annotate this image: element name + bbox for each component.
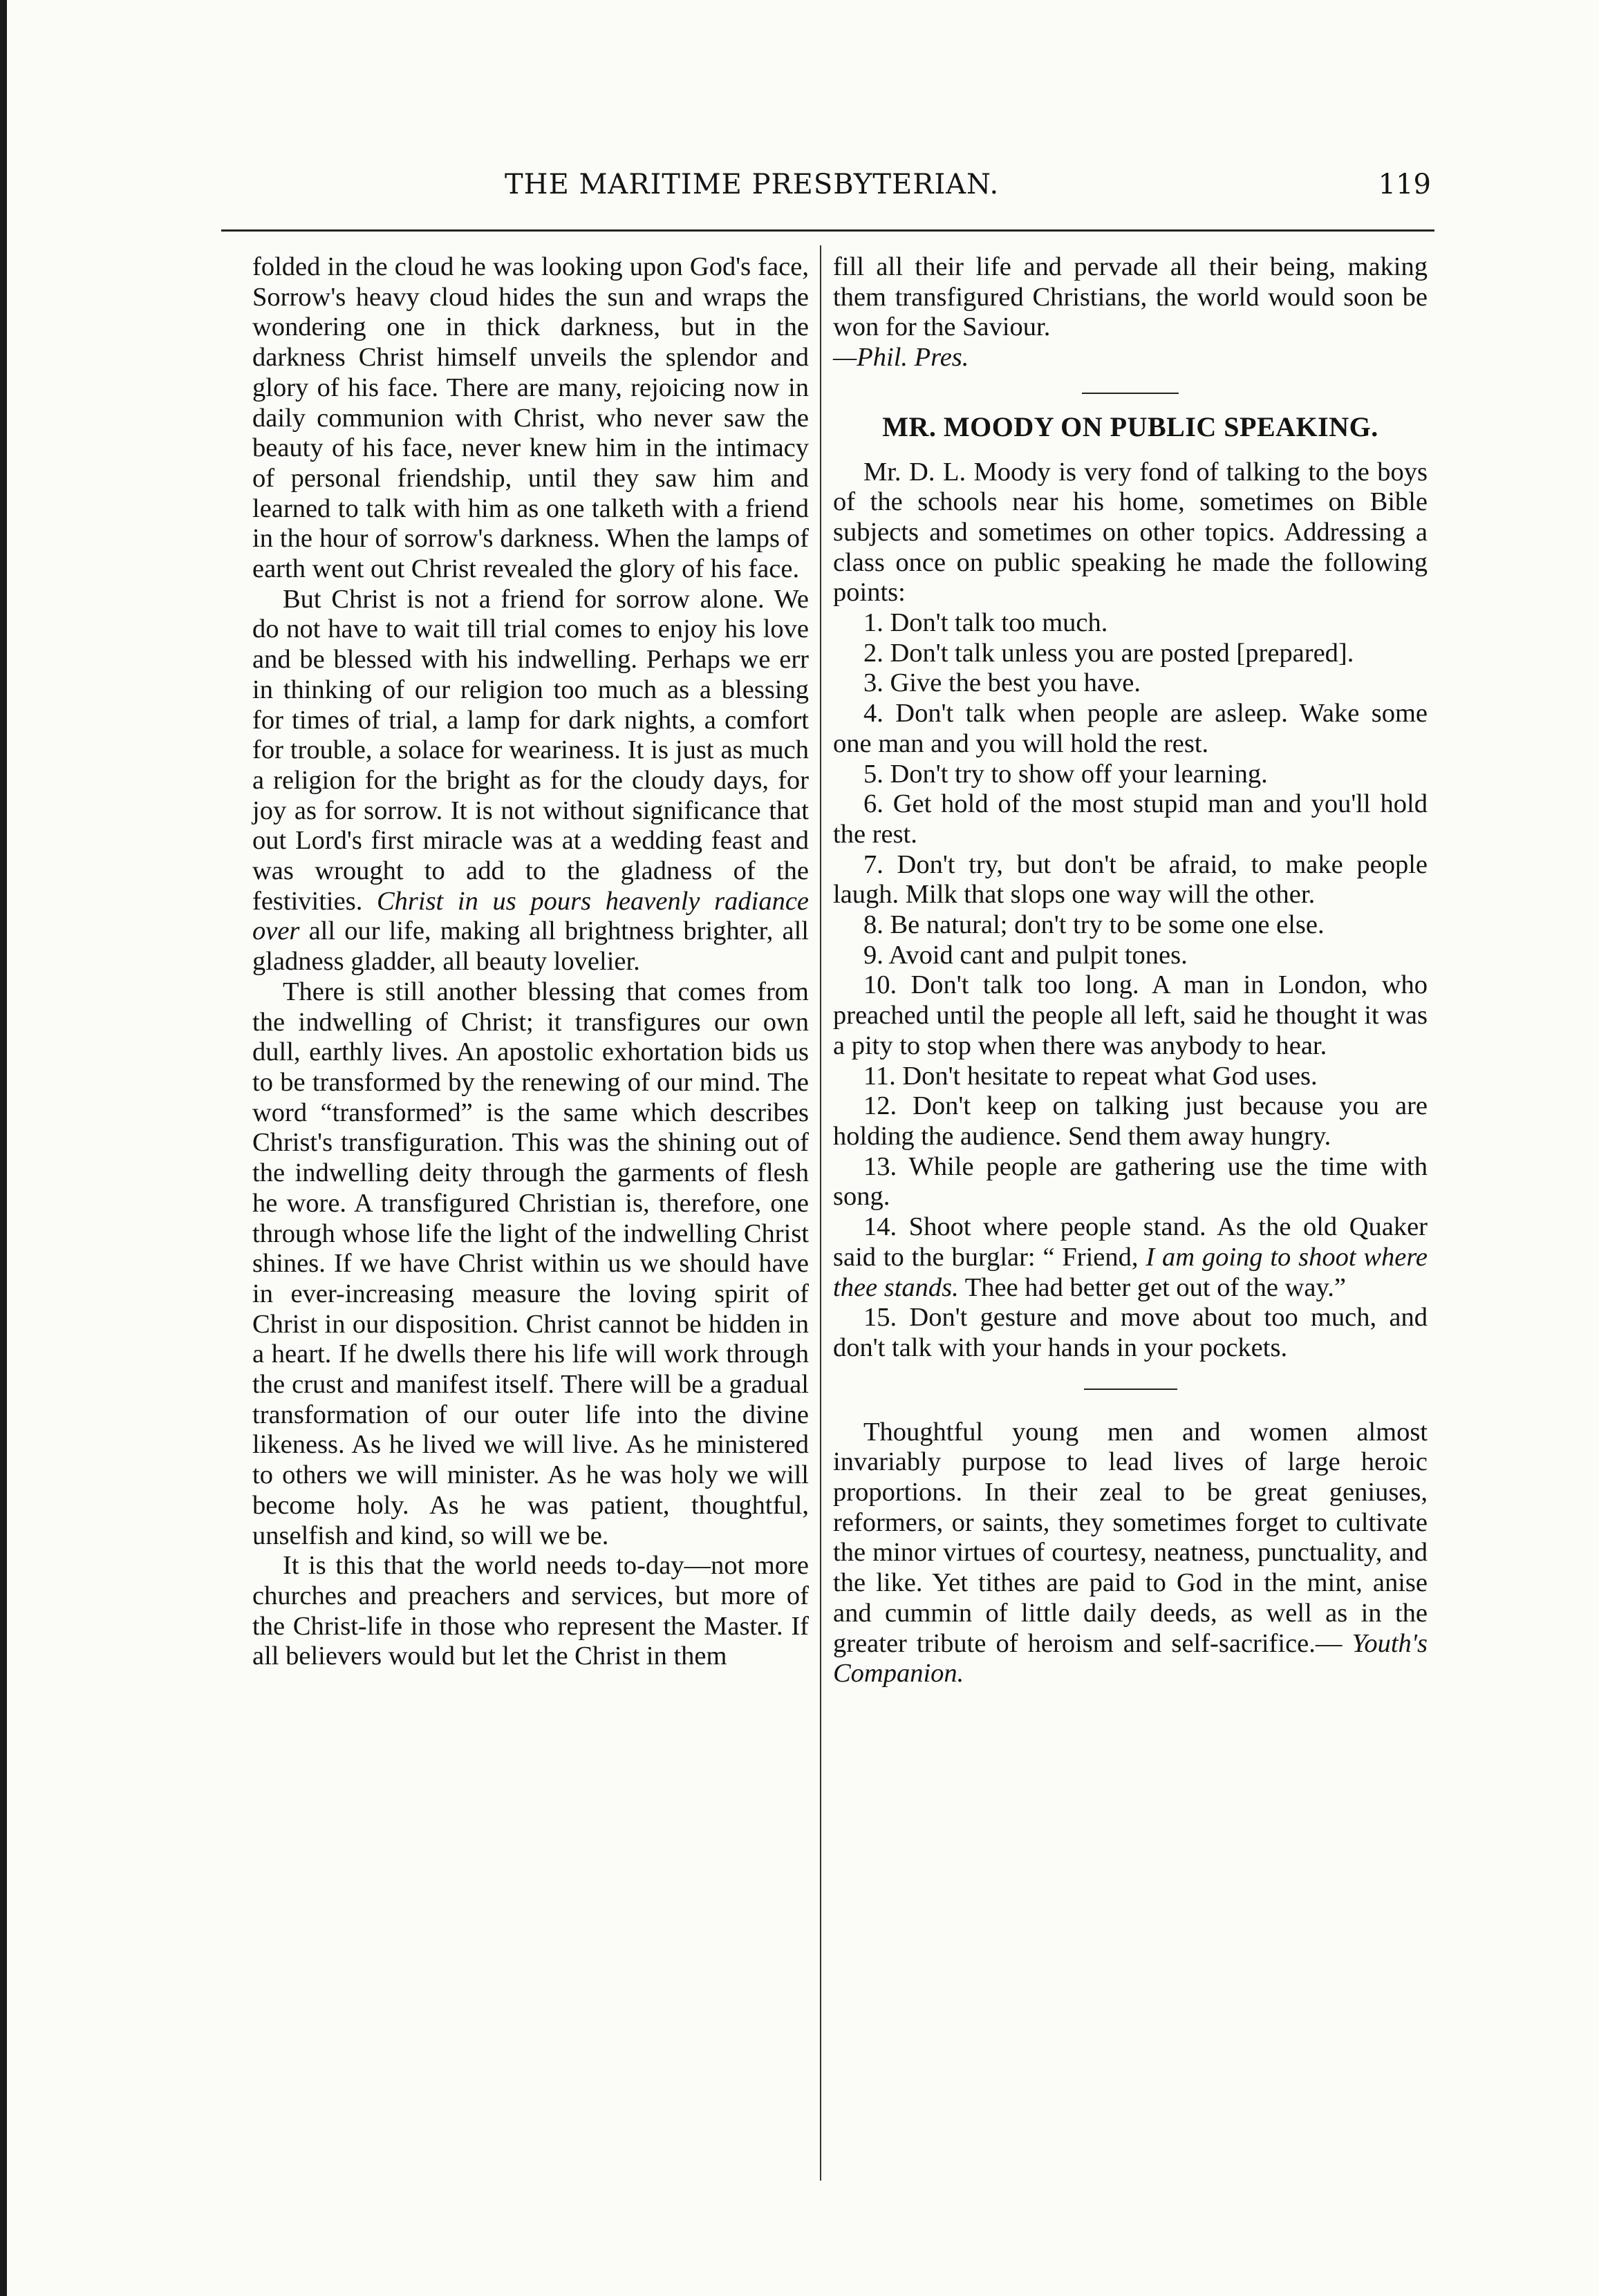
points-list [833, 608, 1428, 1364]
list-item: 6. Get hold of the most stupid man and you'll hold the rest. [833, 789, 1428, 849]
list-item: 5. Don't try to show off your learning. [863, 759, 1268, 789]
source-attribution: Youth's Companion. [833, 1628, 1428, 1688]
list-item: 4. Don't talk when people are asleep. Wake some one man and you will hold the rest. [833, 699, 1428, 758]
list-item: 12. Don't keep on talking just because you are holding the audience. Send them away hungry. [833, 1091, 1428, 1151]
page-number: 119 [1378, 169, 1431, 200]
article-paragraph: It is this that the world needs to-day—not more churches and preachers and services, but more of the Christ-life in those who represent the Master. If all believers would but let the Christ in them [252, 1551, 809, 1671]
italic-phrase: Christ in us pours heavenly radiance over [252, 886, 809, 946]
running-title: THE MARITIME PRESBYTERIAN. [505, 169, 1000, 200]
left-column [252, 252, 809, 1672]
list-item: 15. Don't gesture and move about too much, and don't talk with your hands in your pockets. [833, 1303, 1428, 1362]
page-binding-edge [0, 0, 7, 2296]
list-item: 3. Give the best you have. [863, 668, 1141, 698]
right-column [833, 252, 1428, 1689]
italic-phrase: I am going to shoot where thee stands. [833, 1242, 1428, 1302]
closing-paragraph: Thoughtful young men and women almost invariably purpose to lead lives of large heroic proportions. In their zeal to be great geniuses, reformers, or saints, they sometimes forget to cultivate the minor virtues of courtesy, neatness, punctuality, and the like. Yet tithes are paid to God in the mint, anise and cummin of little daily deeds, as well as in the greater tribute of heroism and self-sacrifice.— Youth's Companion. [833, 1417, 1428, 1688]
page-header [505, 169, 1431, 217]
section-heading: MR. MOODY ON PUBLIC SPEAKING. [882, 411, 1378, 442]
article-paragraph: folded in the cloud he was looking upon God's face, Sorrow's heavy cloud hides the sun and wraps the wondering one in thick darkness, but in the darkness Christ himself unveils the splendor and glory of his face. There are many, rejoicing now in daily communion with Christ, who never saw the beauty of his face, never knew him in the intimacy of personal friendship, until they saw him and learned to talk with him as one talketh with a friend in the hour of sorrow's darkness. When the lamps of earth went out Christ revealed the glory of his face. [252, 252, 809, 584]
header-rule [221, 229, 1434, 232]
section-divider [1082, 393, 1179, 394]
list-item: 7. Don't try, but don't be afraid, to make people laugh. Milk that slops one way will the other. [833, 849, 1428, 910]
list-item: 1. Don't talk too much. [863, 608, 1108, 638]
article-continuation: fill all their life and pervade all their being, making them transfigured Christians, the world would soon be won for the Saviour. [833, 252, 1428, 342]
article-paragraph: But Christ is not a friend for sorrow alone. We do not have to wait till trial comes to enjoy his love and be blessed with his indwelling. Perhaps we err in thinking of our religion too much as a blessing for times of trial, a lamp for dark nights, a comfort for trouble, a solace for weariness. It is just as much a religion for the bright as for the cloudy days, for joy as for sorrow. It is not without significance that out Lord's first miracle was at a wedding feast and was wrought to add to the gladness of the festivities. Christ in us pours heavenly radiance over all our life, making all brightness brighter, all gladness gladder, all beauty lovelier. [252, 584, 809, 977]
list-item: 2. Don't talk unless you are posted [prepared]. [863, 638, 1354, 668]
list-item: 14. Shoot where people stand. As the old Quaker said to the burglar: “ Friend, I am going to shoot where thee stands. Thee had better get out of the way.” [833, 1212, 1428, 1302]
source-attribution: —Phil. Pres. [833, 343, 969, 373]
column-divider [820, 245, 821, 2181]
list-item: 9. Avoid cant and pulpit tones. [863, 940, 1188, 970]
article-intro: Mr. D. L. Moody is very fond of talking to the boys of the schools near his home, sometimes on Bible subjects and sometimes on other topics. Addressing a class once on public speaking he made the following points: [833, 457, 1428, 608]
list-item: 10. Don't talk too long. A man in London, who preached until the people all left, said he thought it was a pity to stop when there was anybody to hear. [833, 970, 1428, 1060]
list-item: 8. Be natural; don't try to be some one else. [863, 910, 1325, 940]
article-paragraph: There is still another blessing that comes from the indwelling of Christ; it transfigures our own dull, earthly lives. An apostolic exhortation bids us to be transformed by the renewing of our mind. The word “transformed” is the same which describes Christ's transfiguration. This was the shining out of the indwelling deity through the garments of flesh he wore. A transfigured Christian is, therefore, one through whose life the light of the indwelling Christ shines. If we have Christ within us we should have in ever-increasing measure the loving spirit of Christ in our disposition. Christ cannot be hidden in a heart. If he dwells there his life will work through the crust and manifest itself. There will be a gradual transformation of our outer life into the divine likeness. As he lived we will live. As he ministered to others we will minister. As he was holy we will become holy. As he was patient, thoughtful, unselfish and kind, so will we be. [252, 977, 809, 1550]
section-divider [1084, 1389, 1177, 1390]
list-item: 13. While people are gathering use the time with song. [833, 1151, 1428, 1212]
list-item: 11. Don't hesitate to repeat what God uses. [863, 1061, 1318, 1091]
